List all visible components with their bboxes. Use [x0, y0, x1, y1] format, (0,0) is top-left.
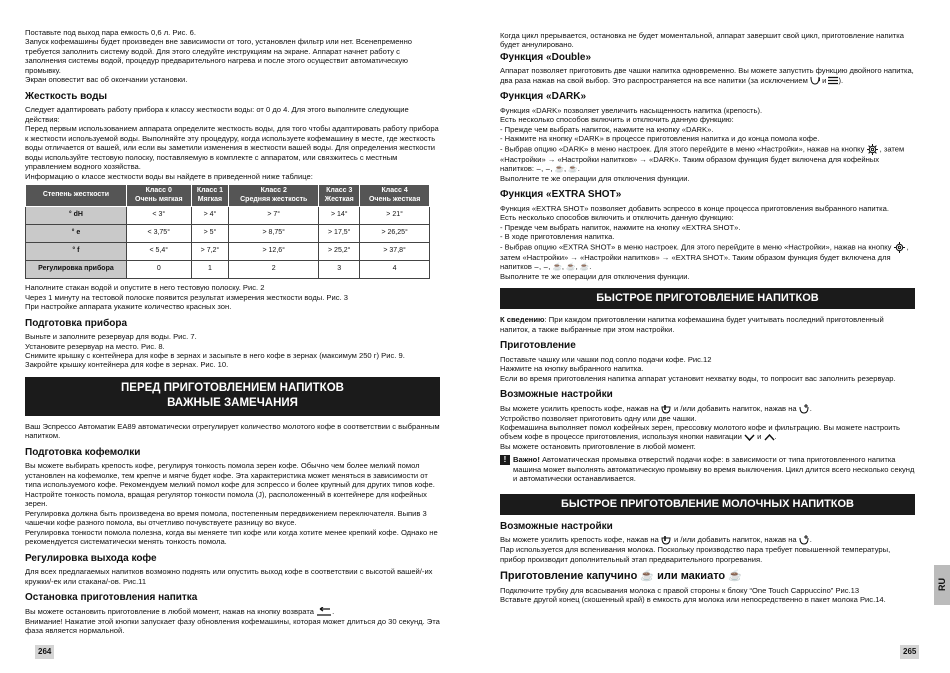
text: Автоматическая промывка отверстий подачи кофе: в зависимости от типа приготовленного напитка машина может выполнять автоматическую промывку во время выключения. Цикл длится всего несколько секунд и автоматически останавливается. — [513, 455, 915, 484]
paragraph: Вставьте другой конец (скошенный край) в емкость для молока или непосредственно в пакет молока Рис.14. — [500, 595, 886, 605]
add-cup-icon — [799, 404, 810, 414]
paragraph: Закройте крышку контейнера для кофе в зернах. Рис. 10. — [25, 360, 229, 370]
table-cell: > 8,75° — [229, 225, 319, 243]
paragraph: - Прежде чем выбрать напиток, нажмите на кнопку «DARK». — [500, 124, 714, 134]
paragraph: Регулировка должна быть произведена во время помола, постепенным передвижением переключателя. Выпив 3 чашечки кофе разного помола, вы отчетливо почувствуете разницу во вкусе. — [25, 508, 427, 528]
heading-prep-right: Приготовление — [500, 340, 576, 352]
paragraph: Вы можете усилить крепость кофе, нажав на и /или добавить напиток, нажав на . — [500, 535, 812, 545]
text: , затем «Настройки» → «Настройки напитков» → «EXTRA SHOT». Таким образом функция будет включена для напитков — [500, 242, 909, 272]
paragraph: Если во время приготовления напитка аппарат установит нехватку воды, то попросит вас заполнить резервуар. — [500, 373, 896, 383]
table-row — [26, 261, 430, 279]
text: Вы можете усилить крепость кофе, нажав на — [500, 403, 659, 413]
heading-stop: Остановка приготовления напитка — [25, 592, 198, 604]
paragraph: Вы можете остановить приготовление в любой момент. — [500, 441, 696, 451]
paragraph: - Прежде чем выбрать напиток, нажмите на кнопку «EXTRA SHOT». — [500, 222, 741, 232]
paragraph: Устройство позволяет приготовить одну или две чашки. — [500, 413, 697, 423]
heading-outlet: Регулировка выхода кофе — [25, 552, 157, 564]
text: Вы можете остановить приготовление в любой момент, нажав на кнопку возврата — [25, 606, 314, 616]
milk-cup-icon: ☕ — [728, 570, 742, 583]
table-body — [26, 207, 430, 279]
heading-cappuccino — [500, 570, 915, 584]
table-header-cell: Класс 1 Мягкая — [191, 185, 229, 207]
cup-icon — [810, 76, 820, 85]
info-label: К сведению — [500, 315, 545, 325]
hardness-table — [25, 184, 430, 279]
table-cell: > 14° — [319, 207, 360, 225]
paragraph: Поставьте под выход пара емкость 0,6 л. Рис. 6. — [25, 28, 197, 37]
table-cell: > 26,25° — [360, 225, 430, 243]
strength-icon — [661, 535, 672, 545]
row-header-cell: ° dH — [26, 207, 127, 225]
paragraph: Выньте и заполните резервуар для воды. Рис. 7. — [25, 332, 197, 342]
text: Кофемашина выполняет помол кофейных зерен, прессовку молотого кофе и фильтрацию. Вы можете настроить объем кофе в процессе приготовления, используя кнопки навигации — [500, 422, 900, 442]
heading-dark: Функция «DARK» — [500, 91, 587, 103]
table-cell: > 37,8° — [360, 243, 430, 261]
paragraph: - В ходе приготовления напитка. — [500, 232, 615, 242]
paragraph: Регулировка тонкости помола полезна, когда вы меняете тип кофе или когда хотите менее крепкий кофе. Однако не рекомендуется систематически менять тонкость помола. — [25, 527, 438, 547]
heading-settings: Возможные настройки — [500, 389, 613, 400]
text: Вы можете усилить крепость кофе, нажав на — [500, 535, 659, 545]
paragraph: Через 1 минуту на тестовой полоске появится результат измерения жесткости воды. Рис. 3 — [25, 292, 348, 302]
paragraph: Вы можете выбирать крепость кофе, регулируя тонкость помола зерен кофе. Обычно чем более мелкий помол установлен на кофемолке, тем крепче и мягче будет кофе. Эта характеристика может меняться в зависимости от типа используемого кофе. Рекомендуем мелкий помол кофе для эспрессо и более крупный для других типов кофе. — [25, 461, 435, 490]
text: и — [757, 432, 762, 442]
paragraph — [500, 144, 915, 174]
table-header-cell: Класс 4 Очень жесткая — [360, 185, 430, 207]
paragraph: Внимание! Нажатие этой кнопки запускает фазу обновления кофемашины, которая может длиться до 30 секунд. Эта фаза является нормальной. — [25, 616, 440, 636]
table-header-cell: Класс 3 Жесткая — [319, 185, 360, 207]
paragraph: Экран оповестит вас об окончании установки. — [25, 75, 188, 85]
table-cell: > 21° — [360, 207, 430, 225]
milk-cup-icon: ☕ — [640, 570, 655, 583]
table-header-row — [26, 185, 430, 207]
paragraph: Установите резервуар на место. Рис. 8. — [25, 341, 165, 351]
table-header-cell: Класс 2 Средняя жесткость — [229, 185, 319, 207]
heading-grinder: Подготовка кофемолки — [25, 446, 141, 458]
table-row — [26, 207, 430, 225]
text: - Выбрав опцию «DARK» в меню настроек. Для этого перейдите в меню «Настройки», нажав на кнопку — [500, 144, 865, 154]
text: и /или добавить напиток, нажав на — [674, 535, 797, 545]
table-cell: > 25,2° — [319, 243, 360, 261]
heading-hardness: Жесткость воды — [25, 90, 108, 102]
paragraph: Есть несколько способов включить и отключить данную функцию: — [500, 213, 734, 223]
table-cell: 3 — [319, 261, 360, 279]
paragraph: - Нажмите на кнопку «DARK» в процессе приготовления напитка и до конца помола кофе. — [500, 134, 820, 144]
coffee-icons: ⌣, ⌣, ☕, ☕. — [536, 164, 580, 174]
table-row — [26, 243, 430, 261]
paragraph: Запуск кофемашины будет произведен вне зависимости от того, установлен фильтр или нет. Всенепременно требуется заполнить систему водой. Для этого следуйте инструкциям на экране. Аппарат начнет работу с заполнения системы водой, процедур предварительного нагрева и после этого осуществит автоматическую промывку. — [25, 37, 413, 75]
text: или макиато — [657, 570, 726, 583]
text: , затем «Настройки» → «Настройки напитков» → «DARK». Таким образом функция будет включена для кофейных напитков: — [500, 144, 905, 174]
table-cell: > 17,5° — [319, 225, 360, 243]
table-cell: > 7° — [229, 207, 319, 225]
paragraph: Аппарат позволяет приготовить две чашки напитка одновременно. Вы можете запустить функцию двойного напитка, два раза нажав на свой выбор. Это распространяется на все напитки (за исключением и ). — [500, 66, 914, 85]
table-cell: < 5,4° — [126, 243, 191, 261]
table-cell: > 4° — [191, 207, 229, 225]
paragraph: Функция «DARK» позволяет увеличить насыщенность напитка (крепость). — [500, 105, 763, 115]
paragraph: Поставьте чашку или чашки под сопло подачи кофе. Рис.12 — [500, 354, 712, 364]
row-header-cell: Регулировка прибора — [26, 261, 127, 279]
banner-milk: БЫСТРОЕ ПРИГОТОВЛЕНИЕ МОЛОЧНЫХ НАПИТКОВ — [500, 494, 915, 515]
table-cell: < 3,75° — [126, 225, 191, 243]
chevron-up-icon — [764, 434, 775, 441]
paragraph: Кофемашина выполняет помол кофейных зерен, прессовку молотого кофе и фильтрацию. Вы можете настроить объем кофе в процессе приготовления, используя кнопки навигации и . — [500, 422, 900, 442]
paragraph: Вы можете усилить крепость кофе, нажав на и /или добавить напиток, нажав на . — [500, 403, 812, 413]
table-cell: 0 — [126, 261, 191, 279]
paragraph: Перед первым использованием аппарата определите жесткость воды, для того чтобы адаптировать работу прибора к жесткости используемой воды. Выполняйте эту процедуру, когда используете кофемашину в месте, где жесткость воды отличается от вашей, или если вы заметили изменения в жесткости вашей воды. Для определения жесткости воды используйте тестовую полоску, поставляемую в комплекте с аппаратом, или связжитесь с местным управлением водного хозяйства. — [25, 124, 439, 172]
paragraph: Подключите трубку для всасывания молока с правой стороны к блоку “One Touch Cappuccino” Рис.13 — [500, 585, 860, 595]
paragraph: Нажмите на кнопку выбранного напитка. — [500, 364, 644, 374]
left-page — [25, 28, 440, 636]
heading-double: Функция «Double» — [500, 51, 592, 63]
table-header-cell: Степень жесткости — [26, 185, 127, 207]
heading-settings-2: Возможные настройки — [500, 520, 613, 532]
gear-icon — [867, 144, 878, 155]
language-tab: RU — [934, 565, 950, 605]
text: и — [822, 75, 827, 85]
table-row — [26, 225, 430, 243]
text: Аппарат позволяет приготовить две чашки напитка одновременно. Вы можете запустить функцию двойного напитка, два раза нажав на свой выбор. Это распространяется на все напитки (за исключением — [500, 66, 914, 85]
menu-icon — [828, 76, 838, 85]
banner-quick: БЫСТРОЕ ПРИГОТОВЛЕНИЕ НАПИТКОВ — [500, 288, 915, 309]
paragraph: Ваш Эспрессо Автоматик EA89 автоматически отрегулирует количество молотого кофе в соответствии с выбранным напитком. — [25, 421, 440, 441]
important-label: Важно! — [513, 455, 540, 465]
paragraph: Снимите крышку с контейнера для кофе в зернах и засыпьте в него кофе в зернах (максимум 250 г) Рис. 9. — [25, 350, 405, 360]
paragraph: Пар используется для вспенивания молока. Поскольку производство пара требует повышенной температуры, прибор производит дополнительный этап предварительного прогревания. — [500, 545, 891, 564]
text: : При каждом приготовлении напитка кофемашина будет учитывать последний приготовленный напиток, а также выбранные при этом настройки. — [500, 315, 884, 334]
important-icon: ! — [500, 455, 510, 465]
table-cell: < 3° — [126, 207, 191, 225]
paragraph: Наполните стакан водой и опустите в него тестовую полоску. Рис. 2 — [25, 283, 265, 293]
paragraph: Есть несколько способов включить и отключить данную функцию: — [500, 115, 734, 125]
heading-extra: Функция «EXTRA SHOT» — [500, 189, 622, 201]
table-cell: > 7,2° — [191, 243, 229, 261]
table-cell: > 12,6° — [229, 243, 319, 261]
gear-icon — [894, 242, 905, 253]
add-cup-icon — [799, 535, 810, 545]
table-header-cell: Класс 0 Очень мягкая — [126, 185, 191, 207]
paragraph: Когда цикл прерывается, остановка не будет моментальной, аппарат завершит свой цикл, приготовление напитка будет аннулировано. — [500, 31, 905, 50]
paragraph: Информацию о классе жесткости воды вы найдете в приведенной ниже таблице: — [25, 171, 313, 181]
heading-prep: Подготовка прибора — [25, 317, 128, 329]
table-cell: 1 — [191, 261, 229, 279]
paragraph: Выполните те же операции для отключения функции. — [500, 173, 690, 183]
paragraph: Для всех предлагаемых напитков возможно поднять или опустить выход кофе в соответствии с высотой вашей/-их кружки/-ек или стакана/-ов. Рис.11 — [25, 567, 433, 586]
text: - Выбрав опцию «EXTRA SHOT» в меню настроек. Для этого перейдите в меню «Настройки», нажав на кнопку — [500, 242, 892, 252]
banner-before-prep: ПЕРЕД ПРИГОТОВЛЕНИЕМ НАПИТКОВ ВАЖНЫЕ ЗАМЕЧАНИЯ — [25, 377, 440, 416]
paragraph: Вы можете остановить приготовление в любой момент, нажав на кнопку возврата . — [25, 606, 335, 616]
page-number-left: 264 — [35, 645, 54, 659]
important-note — [500, 455, 915, 483]
strength-icon — [661, 404, 672, 414]
paragraph: Функция «EXTRA SHOT» позволяет добавить эспрессо в конце процесса приготовления выбранного напитка. — [500, 203, 889, 213]
text: Приготовление капучино — [500, 570, 638, 583]
row-header-cell: ° e — [26, 225, 127, 243]
coffee-icons: ⌣, ⌣, ☕, ☕, ☕. — [534, 262, 592, 272]
important-body — [513, 455, 915, 483]
table-cell: 2 — [229, 261, 319, 279]
paragraph: Следует адаптировать работу прибора к классу жесткости воды: от 0 до 4. Для этого выполните следующие действия: — [25, 105, 409, 124]
paragraph: Настройте тонкость помола, вращая регулятор тонкости помола (J), расположенный в контейнере для кофейных зерен. — [25, 489, 427, 509]
paragraph: При настройке аппарата укажите количество красных зон. — [25, 302, 232, 312]
paragraph: Выполните те же операции для отключения функции. — [500, 271, 690, 281]
paragraph — [500, 242, 915, 272]
page-number-right: 265 — [900, 645, 919, 659]
table-cell: > 5° — [191, 225, 229, 243]
text: и /или добавить напиток, нажав на — [674, 403, 797, 413]
info-note — [500, 315, 915, 334]
chevron-down-icon — [744, 434, 755, 441]
return-icon — [316, 607, 332, 617]
row-header-cell: ° f — [26, 243, 127, 261]
right-page — [500, 31, 915, 605]
table-cell: 4 — [360, 261, 430, 279]
